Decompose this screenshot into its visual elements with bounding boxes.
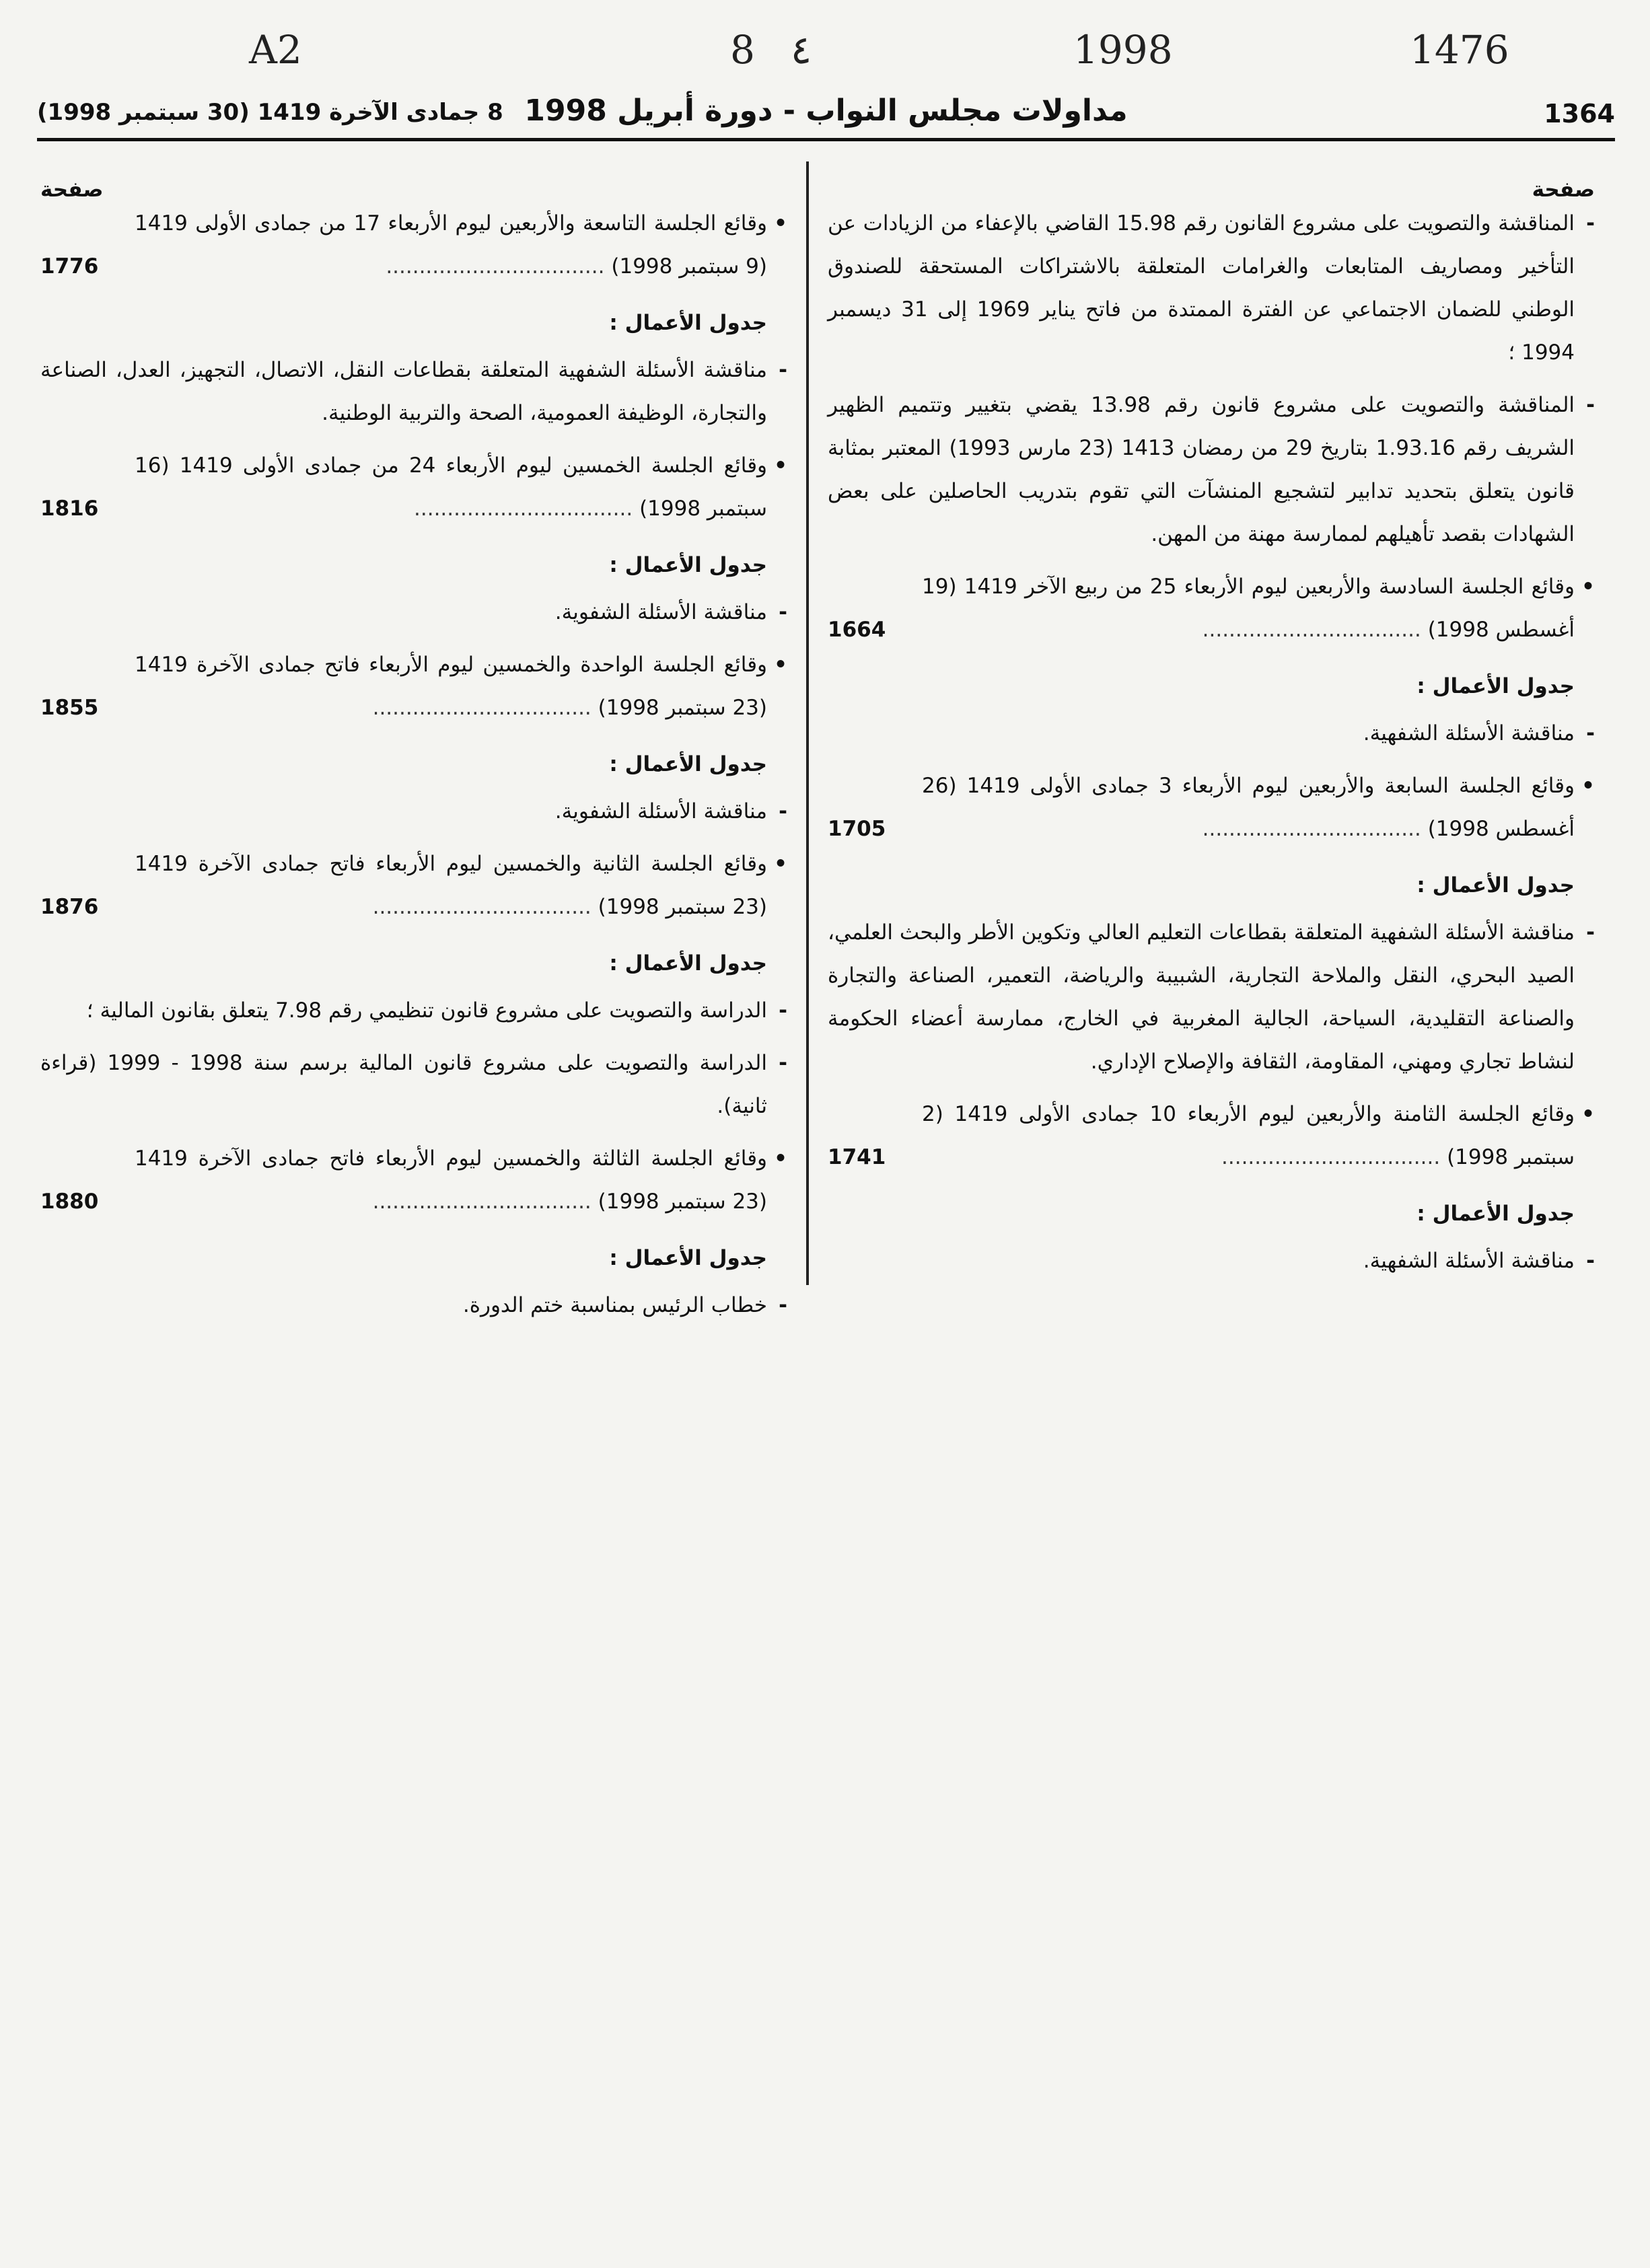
left-column [40,168,787,1336]
agenda-label: جدول الأعمال : [609,752,767,776]
session-page: 1705 [828,817,886,841]
agenda-label: جدول الأعمال : [609,1246,767,1270]
list-item: - مناقشة الأسئلة الشفهية المتعلقة بقطاعات التعليم العالي وتكوين الأطر والبحث العلمي، الصيد البحري، النقل والملاحة التجارية، الشبيبة والرياضة، التعمير، الصناعة والتجارة والصناعة التقليدية، السياحة، الجالية المغربية في الخارج، ممارسة أعضاء الحكومة لنشاط تجاري ومهني، المقاومة، الثقافة والإصلاح الإداري. [828,911,1595,1083]
list-item: - مناقشة الأسئلة الشفوية. [40,591,787,634]
list-item: - مناقشة الأسئلة الشفوية. [40,790,787,833]
dash-icon: - [1586,721,1595,745]
bullet-icon: • [1581,575,1595,599]
page-header [37,91,1615,141]
dash-icon: - [779,998,787,1023]
list-item: - الدراسة والتصويت على مشروع قانون المالية برسم سنة 1998 - 1999 (قراءة ثانية). [40,1041,787,1128]
page-label: صفحة [1532,178,1595,202]
agenda-label: جدول الأعمال : [609,553,767,577]
session-page: 1816 [40,497,99,521]
session-entry: • وقائع الجلسة الثامنة والأربعين ليوم الأربعاء 10 جمادى الأولى 1419 (2 سبتمبر 1998) ................................. 1741 [828,1093,1595,1179]
bullet-icon: • [774,653,787,677]
session-page: 1876 [40,895,99,919]
session-entry: • وقائع الجلسة الخمسين ليوم الأربعاء 24 من جمادى الأولى 1419 (16 سبتمبر 1998) ................................. 1816 [40,444,787,530]
handwritten-a2: A2 [249,27,302,73]
session-entry: • وقائع الجلسة السادسة والأربعين ليوم الأربعاء 25 من ربيع الآخر 1419 (19 أغسطس 1998) ................................. 1664 [828,565,1595,651]
bullet-icon: • [774,852,787,876]
bullet-icon: • [774,453,787,478]
page-number: 1364 [1544,99,1615,129]
right-column [828,168,1595,1292]
handwritten-year: 1998 [1073,27,1173,73]
dash-icon: - [779,799,787,824]
session-entry: • وقائع الجلسة السابعة والأربعين ليوم الأربعاء 3 جمادى الأولى 1419 (26 أغسطس 1998) ................................. 1705 [828,764,1595,850]
header-title: مداولات مجلس النواب - دورة أبريل 1998 [524,94,1128,128]
handwritten-8: 8 [730,27,755,73]
header-date: 8 جمادى الآخرة 1419 (30 سبتمبر 1998) [37,99,503,126]
page-label: صفحة [40,178,104,202]
session-page: 1741 [828,1145,886,1169]
list-item: - الدراسة والتصويت على مشروع قانون تنظيمي رقم 7.98 يتعلق بقانون المالية ؛ [40,989,787,1032]
list-item: - مناقشة الأسئلة الشفهية المتعلقة بقطاعات النقل، الاتصال، التجهيز، العدل، الصناعة والتجارة، الوظيفة العمومية، الصحة والتربية الوطنية. [40,349,787,435]
session-entry: • وقائع الجلسة الواحدة والخمسين ليوم الأربعاء فاتح جمادى الآخرة 1419 (23 سبتمبر 1998) ................................. 1855 [40,643,787,729]
column-divider [806,161,809,1285]
bullet-icon: • [774,211,787,235]
dash-icon: - [1586,1249,1595,1273]
dash-icon: - [1586,211,1595,235]
bullet-icon: • [1581,1102,1595,1126]
list-item: - مناقشة الأسئلة الشفهية. [828,712,1595,755]
dash-icon: - [1586,393,1595,417]
handwritten-number: 1476 [1410,27,1509,73]
agenda-label: جدول الأعمال : [1416,1202,1575,1226]
bullet-icon: • [774,1146,787,1171]
session-entry: • وقائع الجلسة التاسعة والأربعين ليوم الأربعاء 17 من جمادى الأولى 1419 (9 سبتمبر 1998) ................................. 1776 [40,202,787,288]
handwritten-4: ٤ [791,27,812,73]
session-page: 1776 [40,254,99,279]
agenda-label: جدول الأعمال : [1416,674,1575,698]
agenda-label: جدول الأعمال : [1416,873,1575,898]
dash-icon: - [779,1293,787,1317]
session-page: 1855 [40,696,99,720]
session-page: 1880 [40,1190,99,1214]
session-page: 1664 [828,618,886,642]
session-entry: • وقائع الجلسة الثالثة والخمسين ليوم الأربعاء فاتح جمادى الآخرة 1419 (23 سبتمبر 1998) ................................. 1880 [40,1137,787,1223]
list-item: - خطاب الرئيس بمناسبة ختم الدورة. [40,1284,787,1327]
bullet-icon: • [1581,774,1595,798]
dash-icon: - [1586,920,1595,945]
session-entry: • وقائع الجلسة الثانية والخمسين ليوم الأربعاء فاتح جمادى الآخرة 1419 (23 سبتمبر 1998) ................................. 1876 [40,842,787,928]
list-item: - المناقشة والتصويت على مشروع قانون رقم 13.98 يقضي بتغيير وتتميم الظهير الشريف رقم 1.93.16 بتاريخ 29 من رمضان 1413 (23 مارس 1993) المعتبر بمثابة قانون يتعلق بتحديد تدابير لتشجيع المنشآت التي تقوم بتدريب الحاصلين على بعض الشهادات بقصد تأهيلهم لممارسة مهنة من المهن. [828,383,1595,556]
dash-icon: - [779,358,787,382]
list-item: - مناقشة الأسئلة الشفهية. [828,1239,1595,1282]
column-heading [40,168,787,202]
agenda-label: جدول الأعمال : [609,311,767,335]
list-item: - المناقشة والتصويت على مشروع القانون رقم 15.98 القاضي بالإعفاء من الزيادات عن التأخير ومصاريف المتابعات والغرامات المتعلقة بالاشتراكات المستحقة للصندوق الوطني للضمان الاجتماعي عن الفترة الممتدة من فاتح يناير 1969 إلى 31 ديسمبر 1994 ؛ [828,202,1595,374]
agenda-label: جدول الأعمال : [609,951,767,976]
column-heading [828,168,1595,202]
dash-icon: - [779,1051,787,1075]
dash-icon: - [779,600,787,624]
